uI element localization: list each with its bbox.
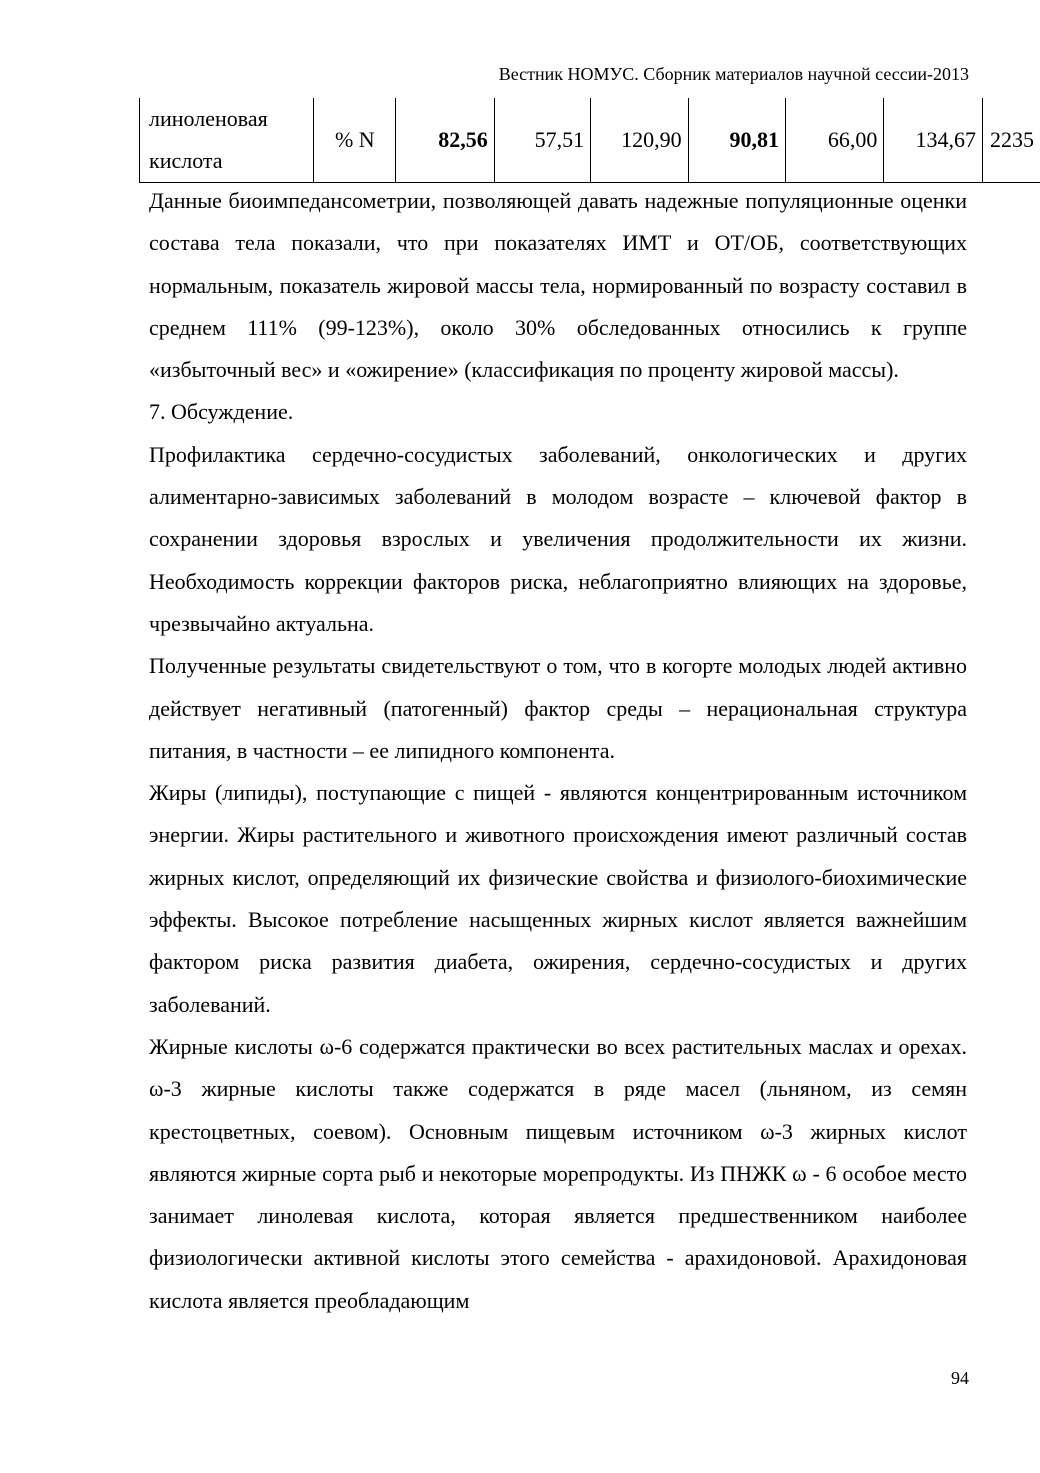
table-cell-value-3: 120,90 — [591, 98, 689, 183]
name-line-1: линоленовая — [149, 106, 268, 131]
paragraph-results: Полученные результаты свидетельствуют о том, что в когорте молодых людей активно действует негативный (патогенный) фактор среды – нерациональная структура питания, в частности – ее липидного компонента. — [149, 653, 967, 763]
table-cell-value-7: 2235 — [982, 98, 1040, 183]
body-text — [149, 180, 967, 1322]
data-table — [139, 98, 1040, 183]
name-line-2: кислота — [149, 148, 223, 173]
table-cell-value-2: 57,51 — [494, 98, 590, 183]
section-heading-discussion: 7. Обсуждение. — [149, 399, 294, 425]
paragraph-prevention: Профилактика сердечно-сосудистых заболеваний, онкологических и других алиментарно-зависимых заболеваний в молодом возрасте – ключевой фактор в сохранении здоровья взрослых и увеличения продолжительности их жизни. Необходимость коррекции факторов риска, неблагоприятно влияющих на здоровье, чрезвычайно актуальна. — [149, 441, 967, 636]
table-cell-value-4: 90,81 — [688, 98, 785, 183]
table-cell-name — [140, 98, 314, 183]
paragraph-bioimpedance: Данные биоимпедансометрии, позволяющей давать надежные популяционные оценки состава тела показали, что при показателях ИМТ и ОТ/ОБ, соответствующих нормальным, показатель жировой массы тела, нормированный по возрасту составил в среднем 111% (99-123%), около 30% обследованных относились к группе «избыточный вес» и «ожирение» (классификация по проценту жировой массы). — [149, 188, 967, 383]
running-header: Вестник НОМУС. Сборник материалов научной сессии-2013 — [498, 64, 969, 84]
page-number: 94 — [951, 1368, 969, 1388]
table-row — [140, 98, 1040, 183]
table-cell-unit: % N — [314, 98, 396, 183]
paragraph-lipids: Жиры (липиды), поступающие с пищей - являются концентрированным источником энергии. Жиры растительного и животного происхождения имеют различный состав жирных кислот, определяющий их физические свойства и физиолого-биохимические эффекты. Высокое потребление насыщенных жирных кислот является важнейшим фактором риска развития диабета, ожирения, сердечно-сосудистых и других заболеваний. — [149, 780, 967, 1017]
table-cell-value-6: 134,67 — [884, 98, 983, 183]
paragraph-fatty-acids: Жирные кислоты ω-6 содержатся практически во всех растительных маслах и орехах. ω-3 жирные кислоты также содержатся в ряде масел (льняном, из семян крестоцветных, соевом). Основным пищевым источником ω-3 жирных кислот являются жирные сорта рыб и некоторые морепродукты. Из ПНЖК ω - 6 особое место занимает линолевая кислота, которая является предшественником наиболее физиологически активной кислоты этого семейства - арахидоновой. Арахидоновая кислота является преобладающим — [149, 1033, 967, 1313]
table-cell-value-1: 82,56 — [396, 98, 494, 183]
table-cell-value-5: 66,00 — [786, 98, 884, 183]
